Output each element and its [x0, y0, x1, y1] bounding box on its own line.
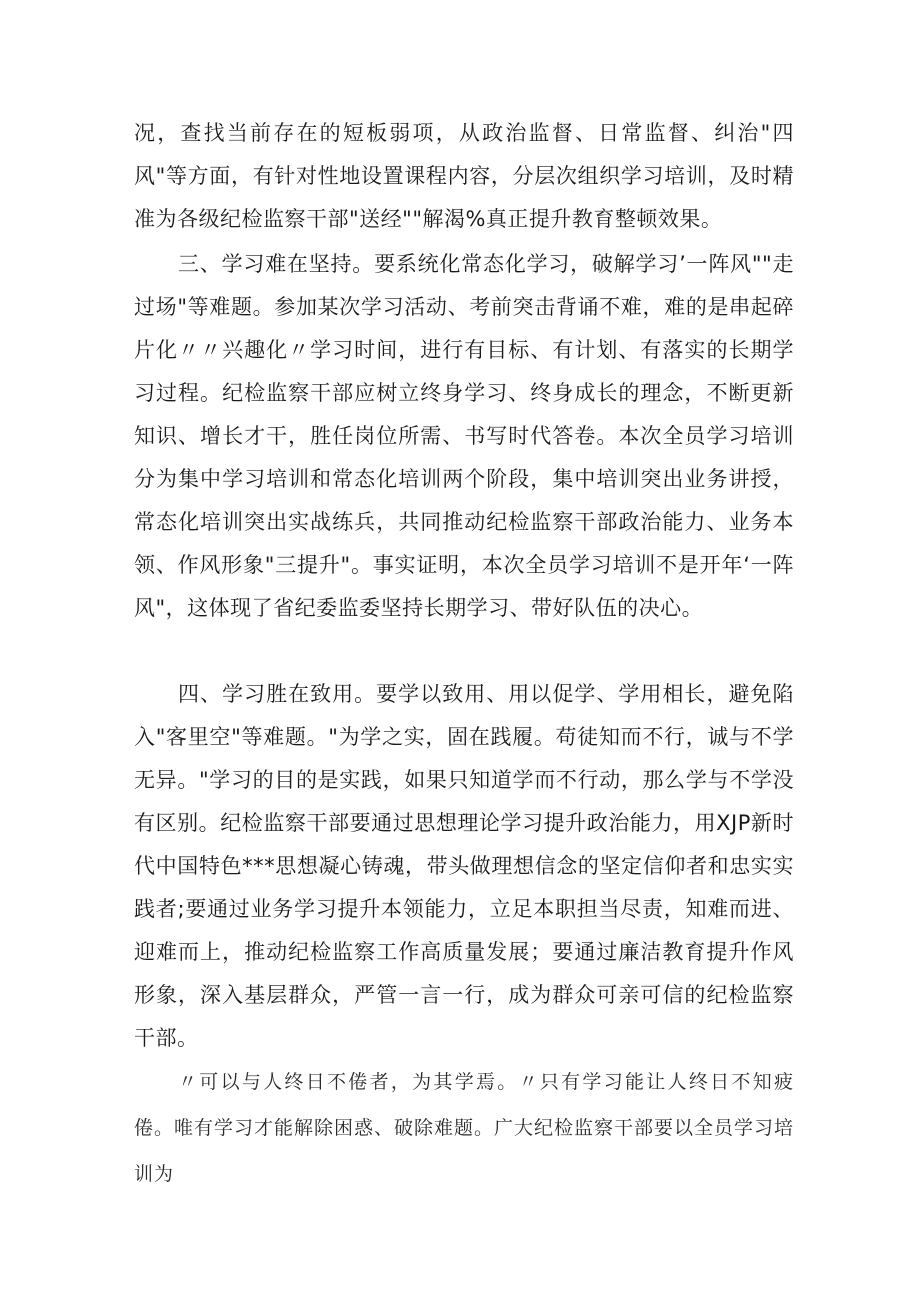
paragraph-conclusion: 〃可以与人终日不倦者，为其学焉。〃只有学习能让人终日不知疲倦。唯有学习才能解除困惑、破除难题。广大纪检监察干部要以全员学习培训为 [134, 1071, 795, 1185]
paragraph-section-three: 三、学习难在坚持。要系统化常态化学习，破解学习’一阵风""走过场"等难题。参加某次学习活动、考前突击背诵不难，难的是串起碎片化〃〃兴趣化〃学习时间，进行有目标、有计划、有落实的长期学习过程。纪检监察干部应树立终身学习、终身成长的理念，不断更新知识、增长才干，胜任岗位所需、书写时代答卷。本次全员学习培训分为集中学习培训和常态化培训两个阶段，集中培训突出业务讲授，常态化培训突出实战练兵，共同推动纪检监察干部政治能力、业务本领、作风形象"三提升"。事实证明，本次全员学习培训不是开年‘一阵风"，这体现了省纪委监委坚持长期学习、带好队伍的决心。 [134, 252, 794, 620]
paragraph-section-four: 四、学习胜在致用。要学以致用、用以促学、学用相长，避免陷入"客里空"等难题。"为学之实，固在践履。苟徒知而不行，诚与不学无异。"学习的目的是实践，如果只知道学而不行动，那么学与不学没有区别。纪检监察干部要通过思想理论学习提升政治能力，用XJP新时代中国特色***思想凝心铸魂，带头做理想信念的坚定信仰者和忠实实践者;要通过业务学习提升本领能力，立足本职担当尽责，知难而进、迎难而上，推动纪检监察工作高质量发展；要通过廉洁教育提升作风形象，深入基层群众，严管一言一行，成为群众可亲可信的纪检监察干部。 [134, 682, 794, 1050]
paragraph-continuation: 况，查找当前存在的短板弱项，从政治监督、日常监督、纠治"四风"等方面，有针对性地设置课程内容，分层次组织学习培训，及时精准为各级纪检监察干部"送经""解渴%真正提升教育整顿效果。 [134, 121, 794, 231]
